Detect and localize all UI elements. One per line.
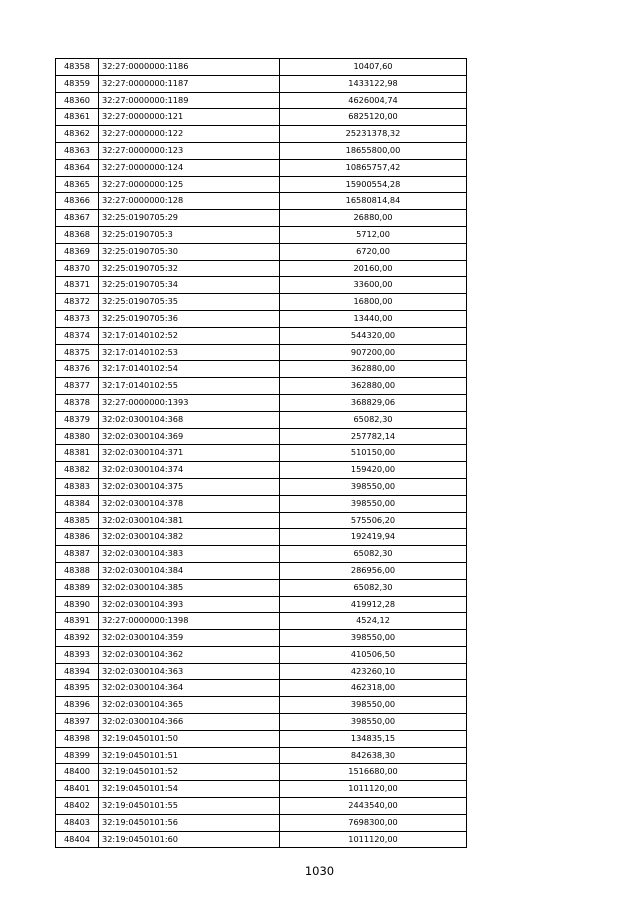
cadastral-number-cell: 32:19:0450101:55 <box>99 798 280 815</box>
value-cell: 4524,12 <box>280 613 467 630</box>
cadastral-number-cell: 32:02:0300104:382 <box>99 529 280 546</box>
page-number: 1030 <box>304 864 335 878</box>
table-row <box>56 142 467 159</box>
row-number-cell: 48386 <box>56 529 99 546</box>
row-number-cell: 48374 <box>56 327 99 344</box>
table-body <box>56 59 467 848</box>
cadastral-number-cell: 32:02:0300104:362 <box>99 646 280 663</box>
value-cell: 13440,00 <box>280 310 467 327</box>
cadastral-number-cell: 32:17:0140102:52 <box>99 327 280 344</box>
row-number-cell: 48380 <box>56 428 99 445</box>
value-cell: 362880,00 <box>280 361 467 378</box>
row-number-cell: 48362 <box>56 126 99 143</box>
table-row <box>56 529 467 546</box>
cadastral-value-table <box>55 58 467 848</box>
table-row <box>56 730 467 747</box>
value-cell: 16800,00 <box>280 294 467 311</box>
cadastral-number-cell: 32:27:0000000:1398 <box>99 613 280 630</box>
table-row <box>56 378 467 395</box>
value-cell: 4626004,74 <box>280 92 467 109</box>
value-cell: 842638,30 <box>280 747 467 764</box>
table-row <box>56 109 467 126</box>
cadastral-number-cell: 32:27:0000000:124 <box>99 159 280 176</box>
row-number-cell: 48385 <box>56 512 99 529</box>
table-row <box>56 764 467 781</box>
cadastral-number-cell: 32:25:0190705:34 <box>99 277 280 294</box>
row-number-cell: 48390 <box>56 596 99 613</box>
cadastral-number-cell: 32:27:0000000:1393 <box>99 394 280 411</box>
value-cell: 419912,28 <box>280 596 467 613</box>
value-cell: 18655800,00 <box>280 142 467 159</box>
cadastral-number-cell: 32:02:0300104:366 <box>99 714 280 731</box>
row-number-cell: 48389 <box>56 579 99 596</box>
value-cell: 1516680,00 <box>280 764 467 781</box>
cadastral-number-cell: 32:19:0450101:50 <box>99 730 280 747</box>
value-cell: 398550,00 <box>280 630 467 647</box>
value-cell: 65082,30 <box>280 411 467 428</box>
value-cell: 907200,00 <box>280 344 467 361</box>
row-number-cell: 48384 <box>56 495 99 512</box>
cadastral-number-cell: 32:19:0450101:52 <box>99 764 280 781</box>
row-number-cell: 48360 <box>56 92 99 109</box>
row-number-cell: 48364 <box>56 159 99 176</box>
cadastral-number-cell: 32:25:0190705:35 <box>99 294 280 311</box>
value-cell: 6825120,00 <box>280 109 467 126</box>
row-number-cell: 48397 <box>56 714 99 731</box>
table-row <box>56 613 467 630</box>
row-number-cell: 48401 <box>56 781 99 798</box>
table-row <box>56 428 467 445</box>
row-number-cell: 48391 <box>56 613 99 630</box>
cadastral-number-cell: 32:27:0000000:125 <box>99 176 280 193</box>
cadastral-number-cell: 32:25:0190705:32 <box>99 260 280 277</box>
value-cell: 398550,00 <box>280 714 467 731</box>
table-row <box>56 814 467 831</box>
table-row <box>56 126 467 143</box>
row-number-cell: 48365 <box>56 176 99 193</box>
value-cell: 398550,00 <box>280 697 467 714</box>
cadastral-number-cell: 32:27:0000000:1189 <box>99 92 280 109</box>
row-number-cell: 48383 <box>56 478 99 495</box>
row-number-cell: 48378 <box>56 394 99 411</box>
table-row <box>56 226 467 243</box>
value-cell: 7698300,00 <box>280 814 467 831</box>
value-cell: 134835,15 <box>280 730 467 747</box>
table-row <box>56 243 467 260</box>
cadastral-number-cell: 32:27:0000000:121 <box>99 109 280 126</box>
cadastral-number-cell: 32:02:0300104:384 <box>99 562 280 579</box>
value-cell: 15900554,28 <box>280 176 467 193</box>
value-cell: 398550,00 <box>280 495 467 512</box>
value-cell: 1433122,98 <box>280 75 467 92</box>
value-cell: 5712,00 <box>280 226 467 243</box>
row-number-cell: 48400 <box>56 764 99 781</box>
cadastral-number-cell: 32:02:0300104:385 <box>99 579 280 596</box>
value-cell: 575506,20 <box>280 512 467 529</box>
value-cell: 10865757,42 <box>280 159 467 176</box>
table-row <box>56 277 467 294</box>
cadastral-number-cell: 32:27:0000000:1186 <box>99 59 280 76</box>
row-number-cell: 48399 <box>56 747 99 764</box>
row-number-cell: 48379 <box>56 411 99 428</box>
cadastral-number-cell: 32:02:0300104:368 <box>99 411 280 428</box>
cadastral-number-cell: 32:19:0450101:60 <box>99 831 280 848</box>
cadastral-number-cell: 32:02:0300104:375 <box>99 478 280 495</box>
table-row <box>56 663 467 680</box>
row-number-cell: 48369 <box>56 243 99 260</box>
row-number-cell: 48358 <box>56 59 99 76</box>
row-number-cell: 48392 <box>56 630 99 647</box>
table-row <box>56 411 467 428</box>
table-row <box>56 697 467 714</box>
cadastral-number-cell: 32:17:0140102:53 <box>99 344 280 361</box>
table-row <box>56 394 467 411</box>
value-cell: 25231378,32 <box>280 126 467 143</box>
row-number-cell: 48376 <box>56 361 99 378</box>
value-cell: 257782,14 <box>280 428 467 445</box>
cadastral-number-cell: 32:02:0300104:364 <box>99 680 280 697</box>
cadastral-number-cell: 32:27:0000000:128 <box>99 193 280 210</box>
row-number-cell: 48370 <box>56 260 99 277</box>
row-number-cell: 48368 <box>56 226 99 243</box>
cadastral-number-cell: 32:02:0300104:374 <box>99 462 280 479</box>
value-cell: 410506,50 <box>280 646 467 663</box>
table-row <box>56 495 467 512</box>
cadastral-number-cell: 32:17:0140102:55 <box>99 378 280 395</box>
table-row <box>56 445 467 462</box>
value-cell: 192419,94 <box>280 529 467 546</box>
value-cell: 1011120,00 <box>280 831 467 848</box>
row-number-cell: 48375 <box>56 344 99 361</box>
cadastral-number-cell: 32:19:0450101:56 <box>99 814 280 831</box>
value-cell: 398550,00 <box>280 478 467 495</box>
row-number-cell: 48388 <box>56 562 99 579</box>
cadastral-number-cell: 32:02:0300104:363 <box>99 663 280 680</box>
row-number-cell: 48404 <box>56 831 99 848</box>
table-row <box>56 361 467 378</box>
table-row <box>56 747 467 764</box>
row-number-cell: 48396 <box>56 697 99 714</box>
cadastral-number-cell: 32:02:0300104:378 <box>99 495 280 512</box>
row-number-cell: 48359 <box>56 75 99 92</box>
table-row <box>56 630 467 647</box>
table-row <box>56 462 467 479</box>
cadastral-number-cell: 32:02:0300104:381 <box>99 512 280 529</box>
table-row <box>56 562 467 579</box>
row-number-cell: 48381 <box>56 445 99 462</box>
table-row <box>56 294 467 311</box>
table-row <box>56 75 467 92</box>
table-row <box>56 596 467 613</box>
cadastral-number-cell: 32:17:0140102:54 <box>99 361 280 378</box>
value-cell: 65082,30 <box>280 546 467 563</box>
value-cell: 26880,00 <box>280 210 467 227</box>
table-row <box>56 714 467 731</box>
cadastral-number-cell: 32:27:0000000:122 <box>99 126 280 143</box>
cadastral-number-cell: 32:02:0300104:365 <box>99 697 280 714</box>
value-cell: 2443540,00 <box>280 798 467 815</box>
cadastral-number-cell: 32:19:0450101:54 <box>99 781 280 798</box>
cadastral-number-cell: 32:02:0300104:371 <box>99 445 280 462</box>
row-number-cell: 48382 <box>56 462 99 479</box>
value-cell: 544320,00 <box>280 327 467 344</box>
row-number-cell: 48398 <box>56 730 99 747</box>
value-cell: 33600,00 <box>280 277 467 294</box>
table-row <box>56 176 467 193</box>
value-cell: 16580814,84 <box>280 193 467 210</box>
table-row <box>56 327 467 344</box>
value-cell: 423260,10 <box>280 663 467 680</box>
table-row <box>56 798 467 815</box>
cadastral-number-cell: 32:27:0000000:1187 <box>99 75 280 92</box>
cadastral-number-cell: 32:27:0000000:123 <box>99 142 280 159</box>
table-row <box>56 159 467 176</box>
table-row <box>56 260 467 277</box>
table-row <box>56 546 467 563</box>
table-row <box>56 512 467 529</box>
cadastral-number-cell: 32:25:0190705:30 <box>99 243 280 260</box>
row-number-cell: 48363 <box>56 142 99 159</box>
table-row <box>56 680 467 697</box>
table-row <box>56 310 467 327</box>
row-number-cell: 48373 <box>56 310 99 327</box>
cadastral-number-cell: 32:25:0190705:3 <box>99 226 280 243</box>
row-number-cell: 48395 <box>56 680 99 697</box>
cadastral-number-cell: 32:02:0300104:369 <box>99 428 280 445</box>
row-number-cell: 48377 <box>56 378 99 395</box>
value-cell: 286956,00 <box>280 562 467 579</box>
table-row <box>56 344 467 361</box>
cadastral-number-cell: 32:25:0190705:29 <box>99 210 280 227</box>
table-row <box>56 579 467 596</box>
row-number-cell: 48403 <box>56 814 99 831</box>
cadastral-number-cell: 32:02:0300104:393 <box>99 596 280 613</box>
row-number-cell: 48366 <box>56 193 99 210</box>
value-cell: 20160,00 <box>280 260 467 277</box>
value-cell: 368829,06 <box>280 394 467 411</box>
value-cell: 510150,00 <box>280 445 467 462</box>
row-number-cell: 48361 <box>56 109 99 126</box>
table-row <box>56 646 467 663</box>
row-number-cell: 48402 <box>56 798 99 815</box>
row-number-cell: 48387 <box>56 546 99 563</box>
cadastral-number-cell: 32:19:0450101:51 <box>99 747 280 764</box>
table-row <box>56 92 467 109</box>
value-cell: 1011120,00 <box>280 781 467 798</box>
table-row <box>56 831 467 848</box>
value-cell: 462318,00 <box>280 680 467 697</box>
value-cell: 65082,30 <box>280 579 467 596</box>
value-cell: 159420,00 <box>280 462 467 479</box>
table-row <box>56 193 467 210</box>
table-row <box>56 59 467 76</box>
row-number-cell: 48372 <box>56 294 99 311</box>
value-cell: 362880,00 <box>280 378 467 395</box>
cadastral-number-cell: 32:02:0300104:359 <box>99 630 280 647</box>
row-number-cell: 48371 <box>56 277 99 294</box>
row-number-cell: 48394 <box>56 663 99 680</box>
row-number-cell: 48393 <box>56 646 99 663</box>
table-row <box>56 478 467 495</box>
value-cell: 6720,00 <box>280 243 467 260</box>
cadastral-number-cell: 32:02:0300104:383 <box>99 546 280 563</box>
row-number-cell: 48367 <box>56 210 99 227</box>
cadastral-number-cell: 32:25:0190705:36 <box>99 310 280 327</box>
table-row <box>56 210 467 227</box>
value-cell: 10407,60 <box>280 59 467 76</box>
table-row <box>56 781 467 798</box>
